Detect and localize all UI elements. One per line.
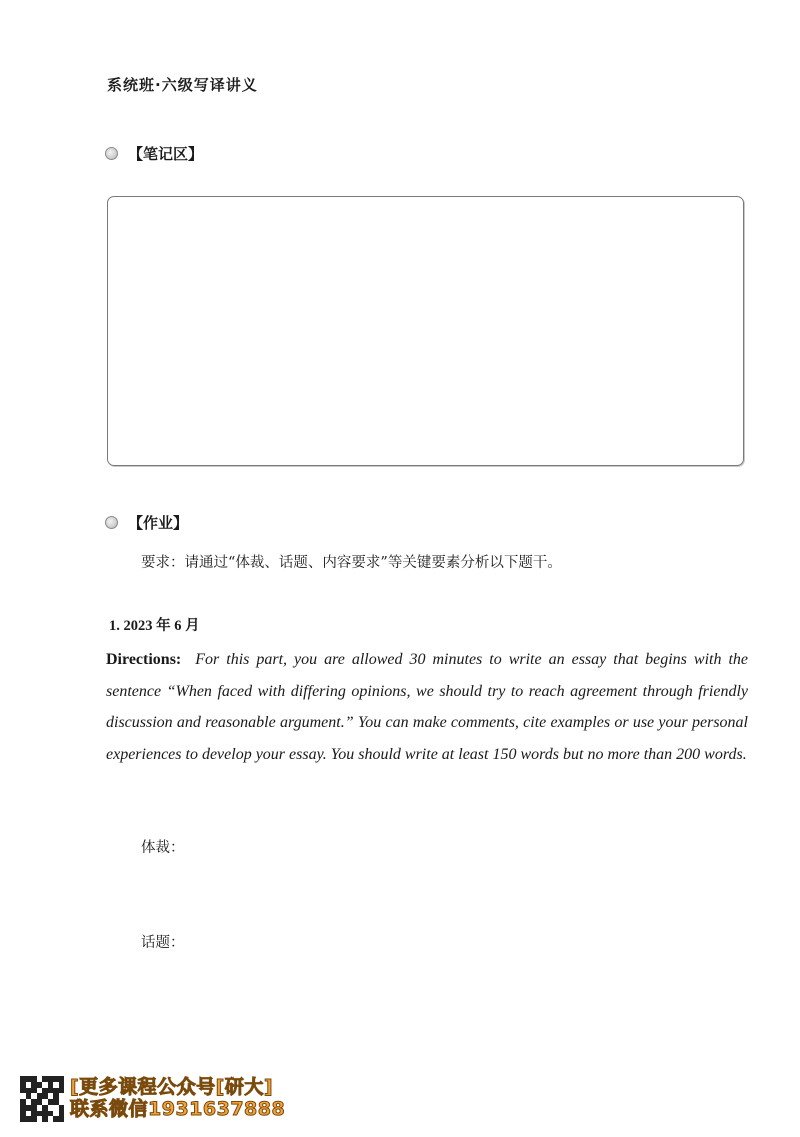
page-header: 系统班·六级写译讲义 xyxy=(107,76,258,94)
homework-requirement: 要求：请通过“体裁、话题、内容要求”等关键要素分析以下题干。 xyxy=(141,555,562,571)
directions-label: Directions: xyxy=(106,651,182,668)
watermark xyxy=(20,1076,285,1122)
qr-code-icon xyxy=(20,1076,64,1122)
circle-bullet-icon xyxy=(105,147,118,160)
genre-field-label: 体裁： xyxy=(141,840,185,856)
question-directions xyxy=(106,644,748,770)
notes-area[interactable] xyxy=(107,196,744,466)
watermark-line-2: 联系微信1931637888 xyxy=(70,1098,286,1120)
directions-text: For this part, you are allowed 30 minutes to write an essay that begins with the sentence “When faced with differing opinions, we should try to reach agreement through friendly discussion and reasonable argument.” You can make comments, cite examples or use your personal experiences to develop your essay. You should write at least 150 words but no more than 200 words. xyxy=(106,651,749,763)
circle-bullet-icon xyxy=(105,516,118,529)
watermark-text xyxy=(70,1076,285,1120)
watermark-line-1: [更多课程公众号[研大] xyxy=(70,1076,274,1098)
notes-section-title: 【笔记区】 xyxy=(128,145,204,163)
notes-section-heading xyxy=(105,143,203,164)
topic-field-label: 话题： xyxy=(141,935,185,951)
homework-section-heading xyxy=(105,512,188,533)
question-title: 1. 2023 年 6 月 xyxy=(109,618,200,634)
homework-section-title: 【作业】 xyxy=(128,514,189,532)
